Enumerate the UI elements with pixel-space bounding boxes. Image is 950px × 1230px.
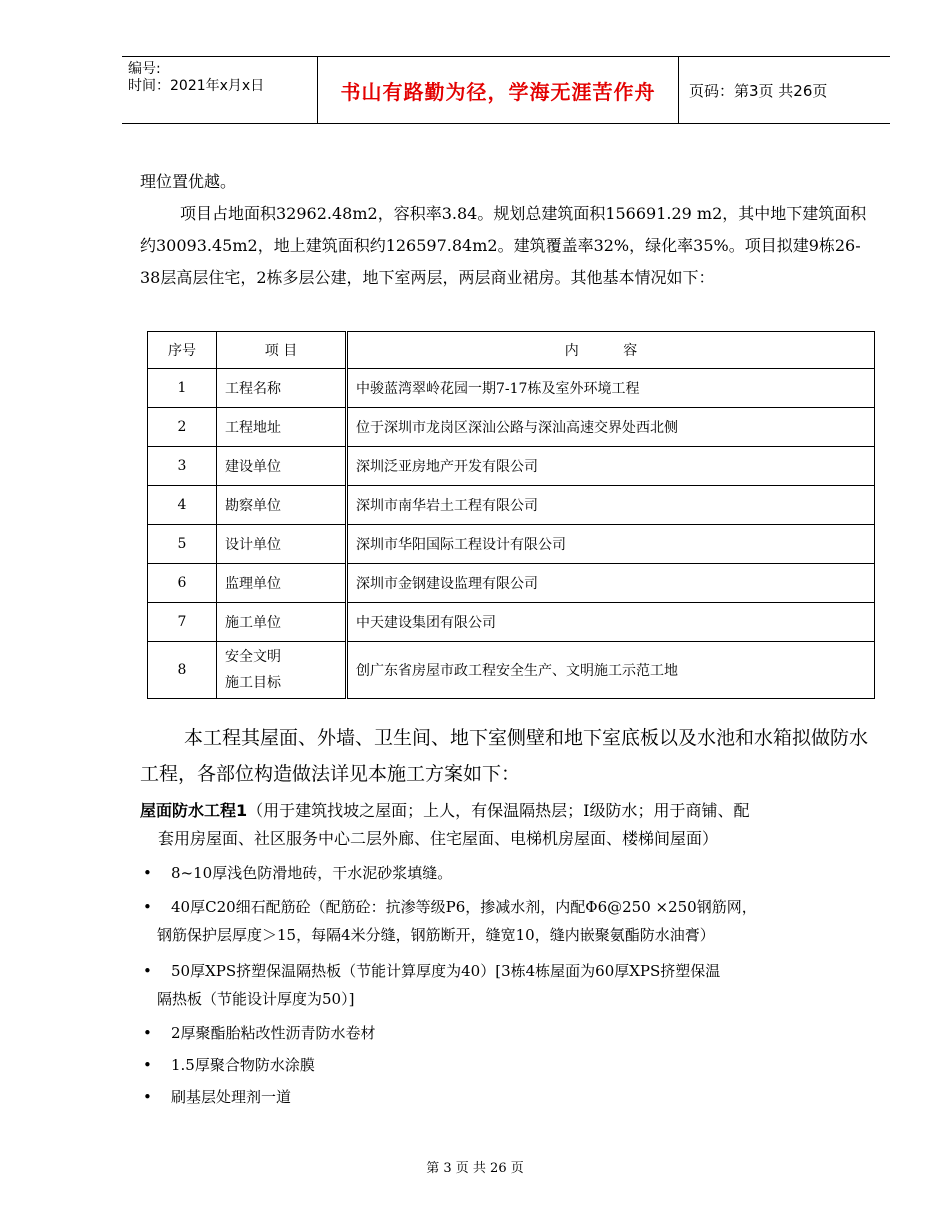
table-row bbox=[148, 603, 875, 642]
list-item-text: 2厚聚酯胎粘改性沥青防水卷材 bbox=[171, 1024, 376, 1042]
row-content: 深圳市华阳国际工程设计有限公司 bbox=[347, 525, 875, 564]
roof-section bbox=[140, 797, 880, 853]
roof-section-title: 屋面防水工程1 bbox=[140, 801, 248, 820]
table-row bbox=[148, 408, 875, 447]
list-item bbox=[143, 1019, 883, 1047]
list-item-text: 40厚C20细石配筋砼（配筋砼：抗渗等级P6，掺减水剂，内配Φ6@250 ×250钢筋网， bbox=[171, 898, 757, 916]
row-no: 5 bbox=[148, 525, 217, 564]
list-item bbox=[143, 893, 883, 949]
bullet-icon: • bbox=[143, 962, 152, 980]
list-item-text: 1.5厚聚合物防水涂膜 bbox=[171, 1056, 315, 1074]
row-content: 深圳市金钢建设监理有限公司 bbox=[347, 564, 875, 603]
header-page-info: 页码：第3页 共26页 bbox=[689, 81, 828, 100]
row-content: 中骏蓝湾翠岭花园一期7-17栋及室外环境工程 bbox=[347, 369, 875, 408]
roof-section-desc: （用于建筑找坡之屋面；上人，有保温隔热层；Ⅰ级防水；用于商铺、配 bbox=[247, 801, 750, 820]
row-no: 4 bbox=[148, 486, 217, 525]
table-row bbox=[148, 525, 875, 564]
list-item-text: 8~10厚浅色防滑地砖，干水泥砂浆填缝。 bbox=[171, 864, 453, 882]
row-item: 监理单位 bbox=[217, 564, 347, 603]
table-row bbox=[148, 642, 875, 699]
row-no: 6 bbox=[148, 564, 217, 603]
row-content: 位于深圳市龙岗区深汕公路与深汕高速交界处西北侧 bbox=[347, 408, 875, 447]
row-item: 勘察单位 bbox=[217, 486, 347, 525]
row-content: 中天建设集团有限公司 bbox=[347, 603, 875, 642]
bullet-icon: • bbox=[143, 898, 152, 916]
bullet-icon: • bbox=[143, 1024, 152, 1042]
row-item: 工程名称 bbox=[217, 369, 347, 408]
table-header-item: 项 目 bbox=[217, 332, 347, 369]
row-item: 设计单位 bbox=[217, 525, 347, 564]
row-item-line: 安全文明 bbox=[225, 649, 281, 665]
table-header-row bbox=[148, 332, 875, 369]
bullet-icon: • bbox=[143, 1056, 152, 1074]
table-row bbox=[148, 369, 875, 408]
waterproof-intro: 本工程其屋面、外墙、卫生间、地下室侧壁和地下室底板以及水池和水箱拟做防水工程，各部位构造做法详见本施工方案如下： bbox=[140, 727, 869, 785]
row-no: 2 bbox=[148, 408, 217, 447]
page-header bbox=[122, 56, 890, 124]
bullet-icon: • bbox=[143, 1088, 152, 1106]
row-no: 1 bbox=[148, 369, 217, 408]
row-no: 8 bbox=[148, 642, 217, 699]
list-item bbox=[143, 957, 883, 1013]
row-content: 深圳市南华岩土工程有限公司 bbox=[347, 486, 875, 525]
page-footer: 第 3 页 共 26 页 bbox=[426, 1161, 524, 1176]
table-header-content: 内 容 bbox=[347, 332, 875, 369]
list-item bbox=[143, 1051, 883, 1079]
intro-line: 理位置优越。 bbox=[140, 172, 237, 191]
row-item: 建设单位 bbox=[217, 447, 347, 486]
row-item: 施工单位 bbox=[217, 603, 347, 642]
bullet-icon: • bbox=[143, 864, 152, 882]
intro-paragraph: 项目占地面积32962.48m2，容积率3.84。规划总建筑面积156691.29 m2，其中地下建筑面积约30093.45m2，地上建筑面积约126597.84m2。建筑覆盖率32%，绿化率35%。项目拟建9栋26-38层高层住宅，2栋多层公建，地下室两层，两层商业裙房。其他基本情况如下： bbox=[140, 204, 867, 287]
row-item: 工程地址 bbox=[217, 408, 347, 447]
header-meta bbox=[122, 57, 317, 123]
table-row bbox=[148, 564, 875, 603]
row-item bbox=[217, 642, 347, 699]
list-item-text: 50厚XPS挤塑保温隔热板（节能计算厚度为40）[3栋4栋屋面为60厚XPS挤塑保温 bbox=[171, 962, 721, 980]
row-content: 深圳泛亚房地产开发有限公司 bbox=[347, 447, 875, 486]
list-item bbox=[143, 1083, 883, 1111]
row-item-line: 施工目标 bbox=[225, 675, 281, 691]
header-motto: 书山有路勤为径，学海无涯苦作舟 bbox=[317, 57, 679, 123]
list-item-text: 刷基层处理剂一道 bbox=[171, 1088, 292, 1106]
document-time: 时间：2021年x月x日 bbox=[128, 78, 265, 94]
document-number-label: 编号: bbox=[128, 61, 161, 77]
table-row bbox=[148, 447, 875, 486]
row-content: 创广东省房屋市政工程安全生产、文明施工示范工地 bbox=[347, 642, 875, 699]
table-row bbox=[148, 486, 875, 525]
project-info-table bbox=[147, 331, 875, 699]
row-no: 7 bbox=[148, 603, 217, 642]
table-header-no: 序号 bbox=[148, 332, 217, 369]
list-item-text-cont: 钢筋保护层厚度＞15，每隔4米分缝，钢筋断开，缝宽10，缝内嵌聚氨酯防水油膏） bbox=[157, 926, 715, 944]
list-item-text-cont: 隔热板（节能设计厚度为50）] bbox=[157, 990, 355, 1008]
list-item bbox=[143, 859, 883, 887]
row-no: 3 bbox=[148, 447, 217, 486]
roof-section-desc-cont: 套用房屋面、社区服务中心二层外廊、住宅屋面、电梯机房屋面、楼梯间屋面） bbox=[158, 829, 719, 848]
